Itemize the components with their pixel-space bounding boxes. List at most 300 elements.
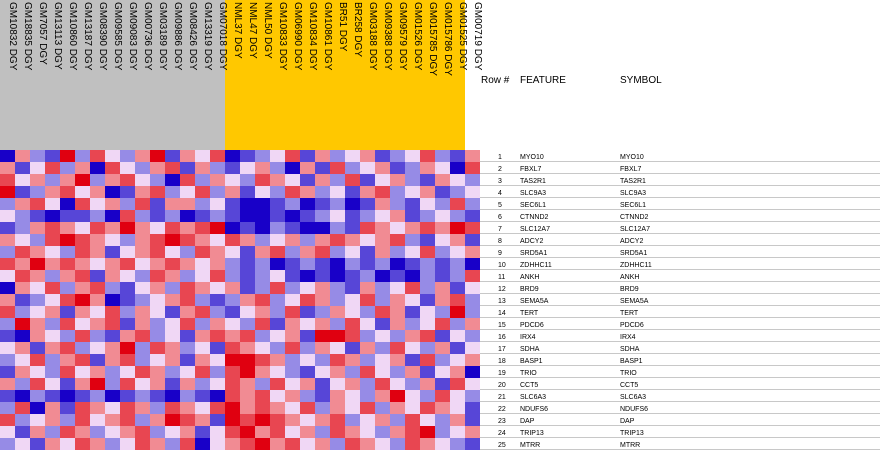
heatmap-cell xyxy=(120,306,135,318)
feature-header: FEATURE xyxy=(520,75,566,86)
heatmap-cell xyxy=(285,426,300,438)
heatmap-cell xyxy=(270,150,285,162)
row-symbol: SLC6A3 xyxy=(620,394,647,401)
column-label: GM01526 DGY xyxy=(412,2,423,71)
heatmap-cell xyxy=(435,234,450,246)
heatmap-cell xyxy=(240,282,255,294)
heatmap-cell xyxy=(195,270,210,282)
heatmap-cell xyxy=(465,162,480,174)
heatmap-cell xyxy=(0,438,15,450)
heatmap-cell xyxy=(90,198,105,210)
heatmap-cell xyxy=(75,150,90,162)
heatmap-cell xyxy=(285,318,300,330)
heatmap-cell xyxy=(240,222,255,234)
heatmap-cell xyxy=(390,306,405,318)
heatmap-cell xyxy=(315,246,330,258)
heatmap-cell xyxy=(375,390,390,402)
heatmap-cell xyxy=(60,414,75,426)
heatmap-cell xyxy=(375,402,390,414)
heatmap-cell xyxy=(315,354,330,366)
heatmap-cell xyxy=(300,150,315,162)
heatmap-cell xyxy=(45,270,60,282)
heatmap-cell xyxy=(435,354,450,366)
heatmap-cell xyxy=(405,402,420,414)
heatmap-cell xyxy=(225,378,240,390)
heatmap-cell xyxy=(420,366,435,378)
heatmap-cell xyxy=(465,210,480,222)
heatmap-cell xyxy=(420,402,435,414)
heatmap-cell xyxy=(225,270,240,282)
heatmap-cell xyxy=(225,390,240,402)
heatmap-cell xyxy=(435,270,450,282)
row-feature: CCT5 xyxy=(520,382,539,389)
heatmap-cell xyxy=(360,282,375,294)
heatmap-cell xyxy=(450,438,465,450)
heatmap-cell xyxy=(315,342,330,354)
heatmap-cell xyxy=(150,210,165,222)
heatmap-cell xyxy=(345,150,360,162)
heatmap-cell xyxy=(225,282,240,294)
heatmap-cell xyxy=(435,210,450,222)
heatmap-cell xyxy=(0,330,15,342)
heatmap-cell xyxy=(15,150,30,162)
column-label: GM03188 DGY xyxy=(367,2,378,71)
row-symbol: CCT5 xyxy=(620,382,639,389)
heatmap-cell xyxy=(300,198,315,210)
heatmap-cell xyxy=(210,270,225,282)
heatmap-cell xyxy=(465,354,480,366)
heatmap-cell xyxy=(420,246,435,258)
heatmap-cell xyxy=(345,246,360,258)
heatmap-cell xyxy=(300,342,315,354)
heatmap-cell xyxy=(360,246,375,258)
row-feature: SEC6L1 xyxy=(520,202,547,209)
heatmap-cell xyxy=(375,234,390,246)
heatmap-cell xyxy=(255,222,270,234)
heatmap-cell xyxy=(390,222,405,234)
heatmap-cell xyxy=(255,318,270,330)
heatmap-cell xyxy=(150,282,165,294)
heatmap-cell xyxy=(0,414,15,426)
heatmap-cell xyxy=(90,150,105,162)
row-number: 22 xyxy=(498,406,506,413)
heatmap-cell xyxy=(60,390,75,402)
heatmap-cell xyxy=(210,234,225,246)
heatmap-cell xyxy=(255,258,270,270)
heatmap-cell xyxy=(270,438,285,450)
heatmap-cell xyxy=(45,234,60,246)
heatmap-cell xyxy=(210,426,225,438)
heatmap-cell xyxy=(390,378,405,390)
heatmap-cell xyxy=(240,150,255,162)
heatmap-cell xyxy=(465,234,480,246)
heatmap-cell xyxy=(135,378,150,390)
heatmap-cell xyxy=(30,150,45,162)
heatmap-cell xyxy=(15,258,30,270)
heatmap-cell xyxy=(300,366,315,378)
heatmap-cell xyxy=(135,150,150,162)
heatmap-cell xyxy=(315,438,330,450)
heatmap-cell xyxy=(405,198,420,210)
heatmap-cell xyxy=(450,162,465,174)
heatmap-cell xyxy=(315,306,330,318)
heatmap-cell xyxy=(435,222,450,234)
row-feature: IRX4 xyxy=(520,334,536,341)
heatmap-cell xyxy=(405,366,420,378)
heatmap-cell xyxy=(60,270,75,282)
heatmap-cell xyxy=(90,426,105,438)
heatmap-cell xyxy=(135,318,150,330)
row-symbol: NDUFS6 xyxy=(620,406,649,413)
row-annotation-table xyxy=(480,150,880,450)
heatmap-cell xyxy=(450,198,465,210)
heatmap-cell xyxy=(315,150,330,162)
heatmap-cell xyxy=(15,162,30,174)
heatmap-cell xyxy=(285,186,300,198)
heatmap-cell xyxy=(465,438,480,450)
heatmap-cell xyxy=(75,342,90,354)
heatmap-cell xyxy=(225,294,240,306)
heatmap-cell xyxy=(165,426,180,438)
heatmap-cell xyxy=(420,270,435,282)
heatmap-cell xyxy=(465,342,480,354)
heatmap-cell xyxy=(390,390,405,402)
row-number: 5 xyxy=(498,202,502,209)
heatmap-cell xyxy=(375,150,390,162)
heatmap-cell xyxy=(255,378,270,390)
heatmap-cell xyxy=(210,198,225,210)
heatmap-cell xyxy=(195,306,210,318)
row-feature: PDCD6 xyxy=(520,322,544,329)
heatmap-cell xyxy=(240,162,255,174)
heatmap-cell xyxy=(315,318,330,330)
heatmap-cell xyxy=(240,306,255,318)
heatmap-cell xyxy=(375,318,390,330)
heatmap-cell xyxy=(270,282,285,294)
heatmap-cell xyxy=(360,378,375,390)
heatmap-cell xyxy=(135,354,150,366)
heatmap-cell xyxy=(255,294,270,306)
heatmap-cell xyxy=(450,186,465,198)
heatmap-cell xyxy=(240,246,255,258)
heatmap-cell xyxy=(435,162,450,174)
heatmap-cell xyxy=(405,330,420,342)
heatmap-cell xyxy=(240,198,255,210)
heatmap-cell xyxy=(120,438,135,450)
heatmap-cell xyxy=(15,390,30,402)
column-label: GM09083 DGY xyxy=(127,2,138,71)
heatmap-cell xyxy=(195,234,210,246)
heatmap-cell xyxy=(75,162,90,174)
heatmap-cell xyxy=(45,174,60,186)
heatmap-cell xyxy=(420,330,435,342)
heatmap-cell xyxy=(330,318,345,330)
heatmap-cell xyxy=(390,186,405,198)
column-label: GM015786 DGY xyxy=(442,2,453,76)
heatmap-cell xyxy=(315,162,330,174)
column-label: GM09579 DGY xyxy=(397,2,408,71)
heatmap-cell xyxy=(225,186,240,198)
heatmap-cell xyxy=(60,342,75,354)
heatmap-cell xyxy=(285,282,300,294)
heatmap-cell xyxy=(15,186,30,198)
row-number: 3 xyxy=(498,178,502,185)
heatmap-cell xyxy=(225,210,240,222)
heatmap-cell xyxy=(315,390,330,402)
heatmap-cell xyxy=(285,402,300,414)
heatmap-cell xyxy=(240,210,255,222)
heatmap-cell xyxy=(0,390,15,402)
heatmap-cell xyxy=(255,270,270,282)
heatmap-cell xyxy=(180,258,195,270)
heatmap-cell xyxy=(0,402,15,414)
row-feature: MYO10 xyxy=(520,154,544,161)
heatmap-cell xyxy=(165,282,180,294)
row-feature: ZDHHC11 xyxy=(520,262,552,269)
heatmap-cell xyxy=(210,222,225,234)
heatmap-cell xyxy=(240,294,255,306)
heatmap-cell xyxy=(285,270,300,282)
heatmap-cell xyxy=(450,366,465,378)
heatmap-cell xyxy=(300,402,315,414)
heatmap-cell xyxy=(30,342,45,354)
heatmap-cell xyxy=(90,222,105,234)
row-number: 21 xyxy=(498,394,506,401)
row-number: 2 xyxy=(498,166,502,173)
heatmap-cell xyxy=(0,150,15,162)
heatmap-cell xyxy=(150,438,165,450)
heatmap-cell xyxy=(255,150,270,162)
heatmap-cell xyxy=(285,354,300,366)
heatmap-cell xyxy=(90,342,105,354)
heatmap-cell xyxy=(300,294,315,306)
heatmap-cell xyxy=(450,402,465,414)
heatmap-cell xyxy=(165,330,180,342)
heatmap-cell xyxy=(390,438,405,450)
heatmap-cell xyxy=(240,258,255,270)
heatmap-cell xyxy=(450,414,465,426)
heatmap-cell xyxy=(210,246,225,258)
heatmap-cell xyxy=(435,438,450,450)
heatmap-cell xyxy=(285,174,300,186)
heatmap-cell xyxy=(15,282,30,294)
heatmap-cell xyxy=(315,426,330,438)
heatmap-cell xyxy=(390,174,405,186)
column-label: GM08390 DGY xyxy=(97,2,108,71)
heatmap-cell xyxy=(300,234,315,246)
heatmap-cell xyxy=(240,378,255,390)
heatmap-cell xyxy=(75,318,90,330)
heatmap-cell xyxy=(420,186,435,198)
heatmap-cell xyxy=(90,186,105,198)
heatmap-cell xyxy=(180,330,195,342)
column-label: GM08426 DGY xyxy=(187,2,198,71)
heatmap-cell xyxy=(390,402,405,414)
heatmap-cell xyxy=(150,270,165,282)
heatmap-cell xyxy=(330,390,345,402)
row-number: 9 xyxy=(498,250,502,257)
column-label: NML47 DGY xyxy=(247,2,258,59)
heatmap-cell xyxy=(195,414,210,426)
heatmap-cell xyxy=(465,174,480,186)
heatmap-cell xyxy=(120,378,135,390)
heatmap-cell xyxy=(180,174,195,186)
heatmap-cell xyxy=(270,330,285,342)
heatmap-cell xyxy=(0,354,15,366)
heatmap-cell xyxy=(300,270,315,282)
heatmap-cell xyxy=(435,246,450,258)
heatmap-cell xyxy=(150,234,165,246)
heatmap-cell xyxy=(120,426,135,438)
heatmap-cell xyxy=(45,378,60,390)
heatmap-cell xyxy=(225,318,240,330)
heatmap-cell xyxy=(405,210,420,222)
heatmap-cell xyxy=(150,150,165,162)
heatmap-cell xyxy=(330,282,345,294)
heatmap-cell xyxy=(225,162,240,174)
heatmap-cell xyxy=(465,258,480,270)
heatmap-cell xyxy=(210,282,225,294)
heatmap-cell xyxy=(360,210,375,222)
heatmap-cell xyxy=(30,198,45,210)
heatmap-cell xyxy=(60,186,75,198)
heatmap-cell xyxy=(255,162,270,174)
heatmap-cell xyxy=(315,294,330,306)
heatmap-cell xyxy=(0,342,15,354)
heatmap-cell xyxy=(0,258,15,270)
heatmap-cell xyxy=(15,210,30,222)
heatmap-cell xyxy=(105,330,120,342)
heatmap-cell xyxy=(405,390,420,402)
heatmap-cell xyxy=(300,222,315,234)
heatmap-cell xyxy=(0,306,15,318)
heatmap-cell xyxy=(165,222,180,234)
row-number: 18 xyxy=(498,358,506,365)
heatmap-cell xyxy=(210,366,225,378)
heatmap-cell xyxy=(195,402,210,414)
heatmap-cell xyxy=(375,378,390,390)
heatmap-cell xyxy=(105,162,120,174)
heatmap-cell xyxy=(465,282,480,294)
heatmap-cell xyxy=(465,378,480,390)
heatmap-cell xyxy=(105,438,120,450)
heatmap-cell xyxy=(450,174,465,186)
heatmap-cell xyxy=(135,246,150,258)
heatmap-cell xyxy=(345,222,360,234)
heatmap-cell xyxy=(360,186,375,198)
heatmap-cell xyxy=(60,150,75,162)
heatmap-cell xyxy=(45,246,60,258)
row-number: 6 xyxy=(498,214,502,221)
heatmap-cell xyxy=(330,186,345,198)
row-feature: NDUFS6 xyxy=(520,406,549,413)
heatmap-cell xyxy=(420,162,435,174)
heatmap-cell xyxy=(375,282,390,294)
column-label: GM03189 DGY xyxy=(157,2,168,71)
heatmap-cell xyxy=(240,390,255,402)
heatmap-cell xyxy=(120,282,135,294)
heatmap-cell xyxy=(0,366,15,378)
heatmap-cell xyxy=(105,426,120,438)
heatmap-cell xyxy=(15,246,30,258)
row-symbol: ADCY2 xyxy=(620,238,644,245)
heatmap-cell xyxy=(210,342,225,354)
heatmap-cell xyxy=(105,342,120,354)
heatmap-cell xyxy=(390,330,405,342)
heatmap-cell xyxy=(45,210,60,222)
heatmap-cell xyxy=(435,186,450,198)
heatmap-cell xyxy=(360,222,375,234)
row-feature: ANKH xyxy=(520,274,540,281)
heatmap-cell xyxy=(180,402,195,414)
column-label: GM10833 DGY xyxy=(277,2,288,71)
heatmap-cell xyxy=(105,234,120,246)
heatmap-cell xyxy=(300,210,315,222)
heatmap-cell xyxy=(450,426,465,438)
heatmap-cell xyxy=(435,342,450,354)
heatmap-cell xyxy=(165,210,180,222)
heatmap-cell xyxy=(360,174,375,186)
heatmap-cell xyxy=(450,378,465,390)
heatmap-cell xyxy=(195,366,210,378)
row-symbol: CTNND2 xyxy=(620,214,649,221)
heatmap-cell xyxy=(390,282,405,294)
heatmap-cell xyxy=(75,198,90,210)
heatmap-cell xyxy=(135,390,150,402)
heatmap-cell xyxy=(285,390,300,402)
heatmap-cell xyxy=(135,258,150,270)
heatmap-cell xyxy=(285,378,300,390)
row-feature: SLC12A7 xyxy=(520,226,550,233)
heatmap-cell xyxy=(225,330,240,342)
heatmap-cell xyxy=(75,378,90,390)
heatmap-cell xyxy=(345,294,360,306)
heatmap-cell xyxy=(0,210,15,222)
heatmap-cell xyxy=(345,186,360,198)
heatmap-cell xyxy=(405,378,420,390)
column-label: GM7057 DGY xyxy=(37,2,48,65)
heatmap-cell xyxy=(60,222,75,234)
heatmap-cell xyxy=(180,354,195,366)
heatmap-cell xyxy=(150,426,165,438)
heatmap-cell xyxy=(105,198,120,210)
heatmap-cell xyxy=(330,162,345,174)
heatmap-cell xyxy=(75,246,90,258)
heatmap-cell xyxy=(120,402,135,414)
heatmap-cell xyxy=(120,366,135,378)
heatmap-cell xyxy=(210,174,225,186)
heatmap-cell xyxy=(195,330,210,342)
heatmap-cell xyxy=(150,222,165,234)
heatmap-cell xyxy=(15,222,30,234)
heatmap-cell xyxy=(420,438,435,450)
heatmap-cell xyxy=(225,438,240,450)
heatmap-cell xyxy=(105,318,120,330)
heatmap-cell xyxy=(285,210,300,222)
heatmap-cell xyxy=(300,438,315,450)
heatmap-cell xyxy=(225,426,240,438)
heatmap-cell xyxy=(330,342,345,354)
heatmap-cell xyxy=(330,258,345,270)
heatmap-cell xyxy=(375,306,390,318)
heatmap-cell xyxy=(255,390,270,402)
row-feature: BRD9 xyxy=(520,286,539,293)
heatmap-cell xyxy=(225,258,240,270)
heatmap-cell xyxy=(135,342,150,354)
heatmap-cell xyxy=(390,162,405,174)
heatmap-cell xyxy=(90,162,105,174)
heatmap-cell xyxy=(210,378,225,390)
